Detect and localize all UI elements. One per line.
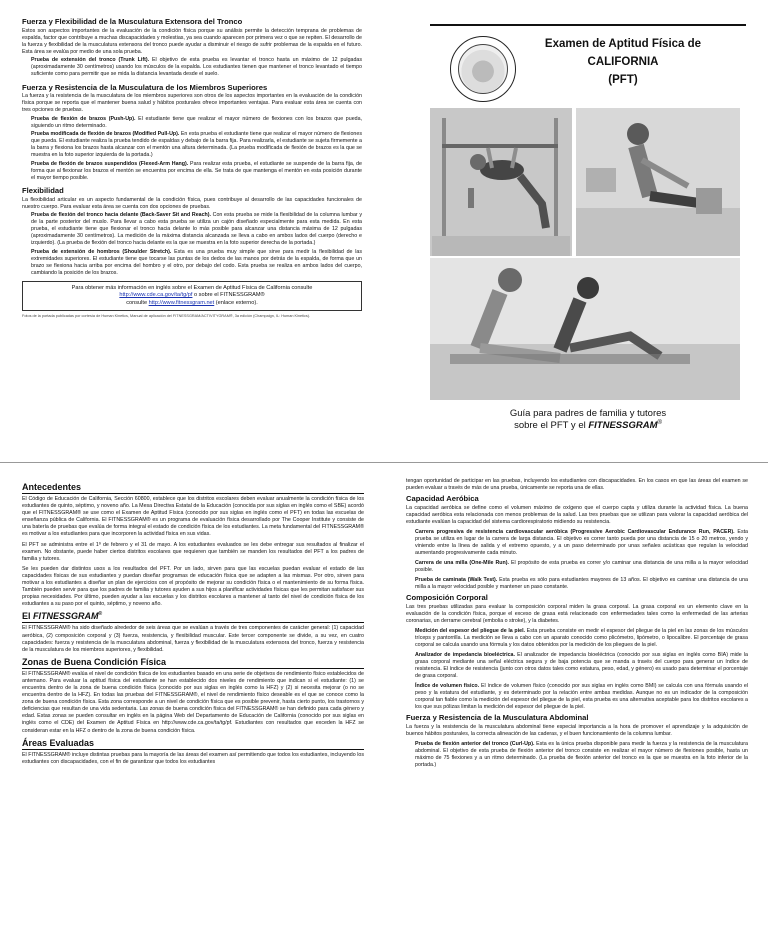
paragraph: tengan oportunidad de participar en las pruebas, incluyendo los estudiantes con discapacidades. En los casos en que las áreas del examen se pueden evaluar a través de más de una prueba, únicamente se reporta una de ellas. [406,478,748,492]
test-item: Prueba de caminata (Walk Test). Esta prueba es sólo para estudiantes mayores de 13 años. El objetivo es caminar una distancia de una milla a la mayor velocidad posible y mantener un paso constante. [415,576,749,590]
section-title-abdominal: Fuerza y Resistencia de la Musculatura Abdominal [406,712,589,722]
test-item: Prueba de extensión del tronco (Trunk Lift). El objetivo de esta prueba es levantar el tronco hasta un máximo de 12 pulgadas (aproximadamente 30 centímetros) usando los músculos de la espalda. Los estudiantes tienen que mantener el tronco levantado el tiempo suficiente como para permitir que se mida la distancia levantada desde el suelo. [31,57,362,78]
section-title-areas: Áreas Evaluadas [22,738,364,750]
cover-caption: Guía para padres de familia y tutores sobre el PFT y el FITNESSGRAM® [509,408,667,432]
section-title-antecedentes: Antecedentes [22,482,364,494]
test-item: Medición del espesor del pliegue de la piel. Esta prueba consiste en medir el espesor del pliegue de la piel en las zonas de los músculos tríceps y pantorrilla. La medición se lleva a cabo con un aparato conocido como plicómetro, lipómetro, o lipocalibre. El porcentaje de grasa corporal se calcula usando una fórmula y los datos obtenidos por la medición de los pliegues de la piel. [415,627,748,649]
paragraph: Estos son aspectos importantes de la evaluación de la condición física porque su análisis permite la detección temprana de problemas de espalda, factor que contribuye a muchas discapacidades y molestias, ya sea cuando aparecen por primera vez o que se repiten. El desarrollo de la fuerza y flexibilidad de la musculatura extensora del tronco puede ayudar a disminuir el riesgo de sufrir problemas de la espalda en el futuro. Esta área se evalúa por medio de una sola prueba. [22,27,362,55]
top-rule [430,24,746,26]
fitnessgram-link[interactable]: http://www.fitnessgram.net [148,299,215,306]
section-title-trunk-extensor: Fuerza y Flexibilidad de la Musculatura Extensora del Tronco [22,17,243,26]
cover-panel [430,24,746,444]
pull-up-photo [430,108,572,256]
section-title-composicion: Composición Corporal [406,592,488,602]
test-item: Prueba de extensión de hombros (Shoulder Stretch). Esta es una prueba muy simple que sirve para medir la flexibilidad de las extremidades superiores. El estudiante tiene que tocarse las puntas de los dedos de las manos por detrás de la espalda, de forma que un brazo se flexiona hacia arriba por encima del hombro y el otro, por debajo del codo. Esta prueba se realiza en ambos lados del cuerpo, cambiando la posición de los brazos. [31,248,362,276]
section-title-flexibility: Flexibilidad [22,186,64,196]
paragraph: El PFT se administra entre el 1º de febrero y el 31 de mayo. A los estudiantes evaluados se les debe entregar sus resultados al finalizar el examen. No obstante, puede haber ciertos distritos escolares que requieren que también se manden los resultados del PFT a los padres de familia y tutores. [22,541,364,562]
test-item: Prueba de flexión de brazos (Push-Up). El estudiante tiene que realizar el mayor número de flexiones con los brazos que pueda, siguiendo un ritmo determinado. [31,115,362,129]
section-title-upper-body: Fuerza y Resistencia de la Musculatura de los Miembros Superiores [22,82,268,92]
test-item: Carrera de una milla (One-Mile Run). El propósito de esta prueba es correr y/o caminar una distancia de una milla a la mayor velocidad posible. [415,560,748,574]
paragraph: El FITNESSGRAM® evalúa el nivel de condición física de los estudiantes basado en una serie de objetivos de rendimiento físico establecidos de antemano. Para evaluar la aptitud física del estudiante se han establecido dos niveles de rendimiento que indican si el estudiante: (1) se encuentra dentro de la zona de buena condición física (conocido por sus siglas en inglés como la HFZ) y (2) si necesita mejorar (o no se encuentra dentro de la HFZ). En todas las pruebas del FITNESSGRAM®, el nivel de rendimiento físico deseable es el que se conoce como la zona de buena condición física. Esta zona corresponde a un nivel de condición física que es posible prevenir, hasta cierto punto, los trastornos y deficiencias que resultan de una vida sedentaria. Las zonas de buena condición física del FITNESSGRAM® se han definido para cada género y edad. Estas zonas se pueden consultar en inglés en la página Web del Departamento de Educación de California (conocido por sus siglas en inglés como el CDE) del Examen de Aptitud Física en http://www.cde.ca.gov/ta/tg/pf. Estudiantes con resultados que exceden la HFZ se consideran estar en la HFZ o dentro de la zona de buena condición física. [22,670,364,734]
cover-title: Examen de Aptitud Física de CALIFORNIA (PFT) [544,38,702,86]
paragraph: Las tres pruebas utilizadas para evaluar la composición corporal miden la grasa corporal. La grasa corporal es un elemento clave en la evaluación de la condición física, porque el exceso de grasa está relacionado con enfermedades tales como la enfermedad de las arterias coronarias, un derrame cerebral (embolia o stroke), y la diabetes. [406,603,748,624]
photo-credit: Fotos de la portada publicadas por cortesía de Human Kinetics, Manual de aplicación del FITNESSGRAM/ACTIVITYGRAM®, 3a edición (Champaign, IL: Human Kinetics). [22,314,311,319]
curl-up-photo [430,258,740,400]
pft-link[interactable]: http://www.cde.ca.gov/ta/tg/pf [119,292,193,299]
bottom-left-column [22,482,364,769]
paragraph: La capacidad aeróbica se define como el volumen máximo de oxígeno que el cuerpo capta y utiliza durante la actividad física. La buena capacidad aeróbica esta relacionada con menos problemas de la salud. Las tres pruebas que se utilizan para valorar la capacidad aeróbica del estudiante evalúan la capacidad del sistema cardiorespiratorio midiendo su resistencia. [406,504,748,526]
sit-and-reach-photo [576,108,740,256]
info-box: Para obtener más información en inglés sobre el Examen de Aptitud Física de California consulte http://www.cde.ca.gov/ta/tg/pf o sobre el FITNESSGRAM® consulte http://www.fitnessgram.net (enlace externo). [22,281,362,312]
paragraph: La fuerza y la resistencia de la musculatura de los miembros superiores son otros de los aspectos importantes en la evaluación de la condición física porque se reporta que el mantener buena salud y hábitos posturales ofrece importantes ventajas. Para evaluar esta área se cuenta con tres opciones de pruebas. [22,93,362,114]
paragraph: Se les pueden dar distintos usos a los resultados del PFT. Por un lado, sirven para que las escuelas puedan evaluar el estado de las capacidades físicas de sus estudiantes y puedan diseñar programas de educación física que se adapten a las mismas. Por otro, sirven para motivar a los estudiantes a diseñar un plan de ejercicios con el propósito de mejorar su condición física o el mantenimiento de su forma física. También pueden servir para que los padres de familia y tutores ayuden a sus hijos a planificar actividades físicas que les permitan satisfacer sus propias necesidades. Por último, pueden ayudar a las escuelas y los distritos escolares a mantener al tanto del nivel de condición física de los estudiantes a su paso por el quinto, séptimo, y noveno año. [22,565,364,608]
bottom-right-column [406,478,748,772]
top-left-column [22,18,362,319]
section-title-fitnessgram: El FITNESSGRAM® [22,611,364,623]
test-item: Prueba de flexión de brazos suspendidos (Flexed-Arm Hang). Para realizar esta prueba, el estudiante se suspende de la barra fija, de forma que al flexionar los brazos el mentón se encuentra por encima de ella. Se trata de que mantenga el mentón en esta posición durante el mayor tiempo posible. [31,160,362,181]
test-item: Prueba de flexión del tronco hacia delante (Back-Saver Sit and Reach). Con esta prueba se mide la flexibilidad de la columna lumbar y de la parte posterior del muslo. Para llevar a cabo esta prueba se utiliza un cajón diseñado especialmente para esta medida. En esta prueba, el estudiante tiene que flexionar el tronco hacia delante lo más posible para alcanzar una distancia máxima de 12 pulgadas (aproximadamente 30 centímetros). La medición de la máxima distancia alcanzada se lleva a cabo en ambos lados del cuerpo (derecho e izquierdo). (La prueba de flexión del tronco hacia delante es la que se muestra en la foto superior derecha de la portada.) [31,212,362,247]
section-title-zonas: Zonas de Buena Condición Física [22,657,364,669]
test-item: Índice de volumen físico. El índice de volumen físico (conocido por sus siglas en inglés como BMI) se calcula con una fórmula usando el peso y la estatura del estudiante, y es determinado por la relación entre ambas medidas. Aunque no es un indicador de la composición corporal tan fiable como la medición del espesor del pliegue de la piel, esta prueba es una alternativa aceptable para los distritos escolares a los que sus pólizas limitan la medición del espesor del pliegue de la piel. [415,682,748,710]
paragraph: La flexibilidad articular es un aspecto fundamental de la condición física, pues contribuye al desarrollo de las capacidades funcionales de nuestro cuerpo. Para evaluar esta área se cuenta con dos opciones de pruebas. [22,196,362,210]
paragraph: El FITNESSGRAM® incluye distintas pruebas para la mayoría de las áreas del examen así permitiendo que todos los estudiantes, incluyendo los estudiantes con discapacidades, con el fin de garantizar que todos los estudiantes [22,751,364,765]
paragraph: La fuerza y la resistencia de la musculatura abdominal tiene especial importancia a la hora de promover el aprendizaje y la adquisición de buenos hábitos posturales, la correcta alineación de las caderas, y el buen funcionamiento de la columna lumbar. [406,723,748,737]
fold-divider [0,462,768,463]
test-item: Carrera progresiva de resistencia cardiovascular aeróbica (Progressive Aerobic Cardiovascular Endurance Run, PACER). Esta prueba se utiliza en lugar de la carrera de larga distancia. El objetivo es correr tanto pueda por una distancia de 15 o 20 metros, yendo y viniendo entre la línea de salida y el extremo opuesto, y a un paso determinado por unas señales acústicas que regulan la velocidad aumentando progresivamente cada minuto. [415,529,749,557]
section-title-aerobica: Capacidad Aeróbica [406,494,479,504]
paragraph: El FITNESSGRAM® ha sido diseñado alrededor de seis áreas que se evalúan a través de tres componentes de carácter general: (1) capacidad aeróbica, (2) composición corporal y (3) fuerza, resistencia, y flexibilidad muscular. Este tercer componente se divide, a su vez, en cuatro capacidades: fuerza y resistencia de la musculatura abdominal, fuerza y flexibilidad de la musculatura extensora del tronco, fuerza y resistencia de la musculatura de los miembros superiores, y flexibilidad. [22,625,364,653]
paragraph: El Código de Educación de California, Sección 60800, establece que los distritos escolares deben evaluar anualmente la condición física de los estudiantes de quinto, séptimo, y noveno año. La Mesa Directiva Estatal de la Educación (conocida por sus siglas en inglés como el SBE) acordó que el FITNESSGRAM® se use como el Examen de Aptitud Física (conocido por sus siglas en inglés como el PFT) en todas las escuelas de enseñanza pública de California. El FITNESSGRAM® es un programa de evaluación física desarrollado por The Cooper Institute y consiste de una batería de pruebas que evalúa de forma integral el estado de condición física de los estudiantes. La meta fundamental del FITNESSGRAM® es motivar a los estudiantes para que incorporen la actividad física en sus vidas. [22,496,364,538]
test-item: Prueba modificada de flexión de brazos (Modified Pull-Up). En esta prueba el estudiante tiene que realizar el mayor número de flexiones que pueda. El estudiante realiza la prueba tendido de espaldas y debajo de la barra fija. Para realizarla, el estudiante se sujeta firmemente a la barra y flexiona los brazos hasta alcanzar con el mentón una altura determinada. (La prueba modificada de flexión de brazos es la que se muestra en la foto superior izquierda de la portada.) [31,131,362,159]
test-item: Prueba de flexión anterior del tronco (Curl-Up). Esta es la única prueba disponible para medir la fuerza y la resistencia de la musculatura abdominal. El objetivo de esta prueba de flexión anterior del tronco consiste en realizar el mayor número de flexiones posible, hasta un máximo de 75 flexiones y a un ritmo determinado. (La prueba de flexión anterior del tronco es la que se muestra en la foto inferior de la portada.) [415,740,748,769]
test-item: Analizador de impedancia bioeléctrica. El analizador de impedancia bioeléctrica (conocido por sus siglas en inglés como BIA) mide la grasa corporal mediante una señal eléctrica segura y de baja potencia que se manda a través del cuerpo para generar un índice de resistencia. El índice de resistencia (junto con otros datos tales como estatura, peso, edad, y género) es usado para determinar el porcentaje de grasa corporal. [415,651,749,679]
